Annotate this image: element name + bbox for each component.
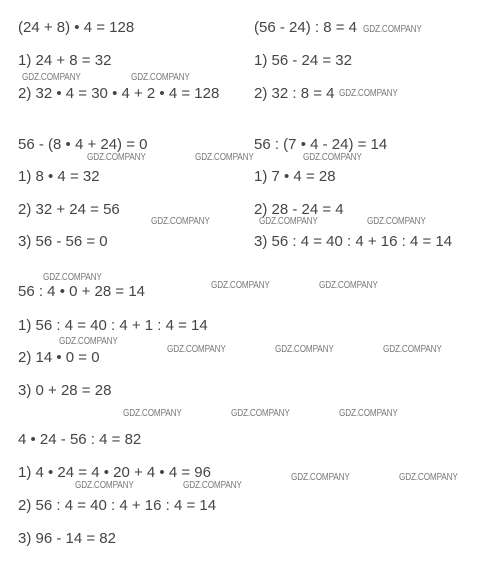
step-1-2: 2) 32 • 4 = 30 • 4 + 2 • 4 = 128 [18,85,220,102]
step-6-3: 3) 96 - 14 = 82 [18,530,116,547]
step-3-2: 2) 32 + 24 = 56 [18,201,120,218]
step-4-1: 1) 7 • 4 = 28 [254,168,336,185]
step-5-1: 1) 56 : 4 = 40 : 4 + 1 : 4 = 14 [18,317,208,334]
watermark: GDZ.COMPANY [183,480,242,491]
expression-4: 56 : (7 • 4 - 24) = 14 [254,136,388,153]
step-6-1: 1) 4 • 24 = 4 • 20 + 4 • 4 = 96 [18,464,211,481]
watermark: GDZ.COMPANY [195,152,254,163]
watermark: GDZ.COMPANY [231,408,290,419]
step-4-3: 3) 56 : 4 = 40 : 4 + 16 : 4 = 14 [254,233,453,250]
watermark: GDZ.COMPANY [339,88,398,99]
step-1-1: 1) 24 + 8 = 32 [18,52,112,69]
watermark: GDZ.COMPANY [211,280,270,291]
step-6-2: 2) 56 : 4 = 40 : 4 + 16 : 4 = 14 [18,497,217,514]
watermark: GDZ.COMPANY [123,408,182,419]
step-3-1: 1) 8 • 4 = 32 [18,168,100,185]
watermark: GDZ.COMPANY [151,216,210,227]
expression-3: 56 - (8 • 4 + 24) = 0 [18,136,148,153]
watermark: GDZ.COMPANY [59,336,118,347]
step-5-2: 2) 14 • 0 = 0 [18,349,100,366]
expression-2: (56 - 24) : 8 = 4 [254,19,357,36]
step-3-3: 3) 56 - 56 = 0 [18,233,108,250]
watermark: GDZ.COMPANY [367,216,426,227]
expression-1: (24 + 8) • 4 = 128 [18,19,135,36]
watermark: GDZ.COMPANY [303,152,362,163]
step-2-2: 2) 32 : 8 = 4 [254,85,335,102]
watermark: GDZ.COMPANY [339,408,398,419]
step-4-2: 2) 28 - 24 = 4 [254,201,344,218]
watermark: GDZ.COMPANY [383,344,442,355]
watermark: GDZ.COMPANY [291,472,350,483]
watermark: GDZ.COMPANY [319,280,378,291]
watermark: GDZ.COMPANY [22,72,81,83]
watermark: GDZ.COMPANY [131,72,190,83]
watermark: GDZ.COMPANY [399,472,458,483]
watermark: GDZ.COMPANY [75,480,134,491]
watermark: GDZ.COMPANY [87,152,146,163]
expression-6: 4 • 24 - 56 : 4 = 82 [18,431,142,448]
watermark: GDZ.COMPANY [363,24,422,35]
watermark: GDZ.COMPANY [259,216,318,227]
step-5-3: 3) 0 + 28 = 28 [18,382,112,399]
watermark: GDZ.COMPANY [43,272,102,283]
watermark: GDZ.COMPANY [275,344,334,355]
step-2-1: 1) 56 - 24 = 32 [254,52,352,69]
expression-5: 56 : 4 • 0 + 28 = 14 [18,283,146,300]
watermark: GDZ.COMPANY [167,344,226,355]
